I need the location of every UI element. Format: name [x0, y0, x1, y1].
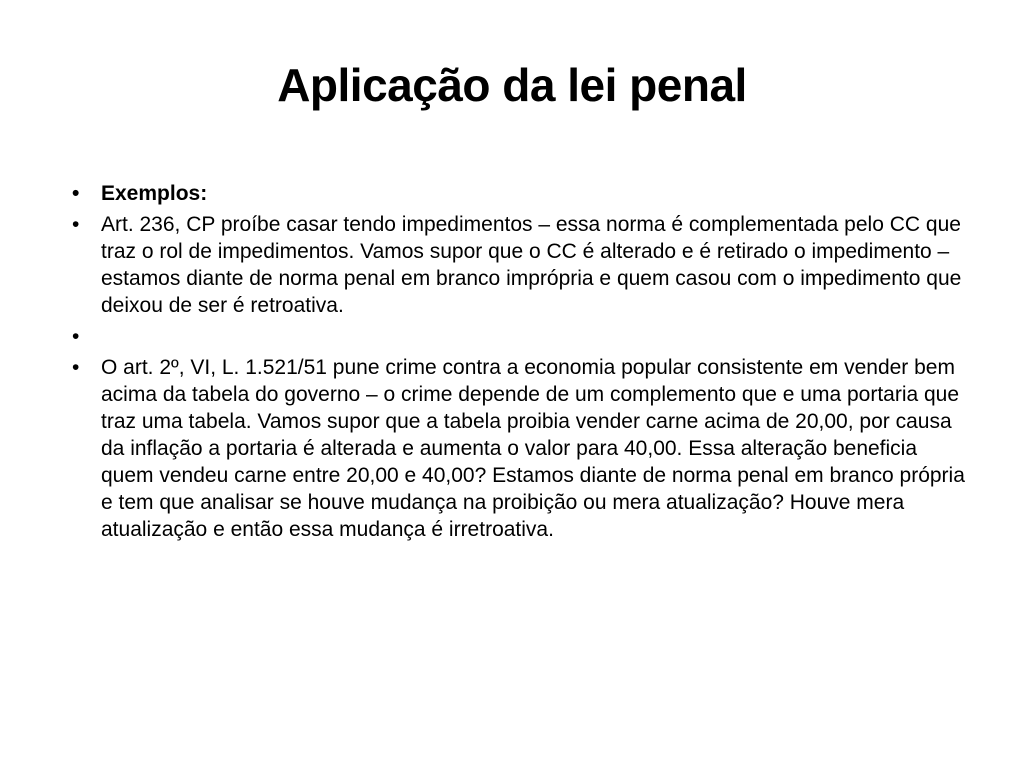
slide-title: Aplicação da lei penal — [277, 59, 747, 111]
bullet-marker: • — [72, 213, 80, 236]
bullet-list — [72, 180, 972, 547]
bullet-item-empty — [72, 323, 972, 350]
bullet-text: Art. 236, CP proíbe casar tendo impedimentos – essa norma é complementada pelo CC que traz o rol de impedimentos. Vamos supor que o CC é alterado e é retirado o impedimento – estamos diante de norma penal em branco imprópria e quem casou com o impedimento que deixou de ser é retroativa. — [101, 213, 962, 317]
bullet-marker: • — [72, 325, 80, 348]
bullet-text: Exemplos: — [101, 182, 208, 205]
bullet-marker: • — [72, 182, 80, 205]
bullet-item-art-2-lei-1521 — [72, 354, 972, 543]
bullet-marker: • — [72, 356, 80, 379]
bullet-item-art-236 — [72, 211, 972, 319]
bullet-text: O art. 2º, VI, L. 1.521/51 pune crime contra a economia popular consistente em vender bem acima da tabela do governo – o crime depende de um complemento que e uma portaria que traz uma tabela. Vamos supor que a tabela proibia vender carne acima de 20,00, por causa da inflação a portaria é alterada e aumenta o valor para 40,00. Essa alteração beneficia quem vendeu carne entre 20,00 e 40,00? Estamos diante de norma penal em branco própria e tem que analisar se houve mudança na proibição ou mera atualização? Houve mera atualização e então essa mudança é irretroativa. — [101, 356, 965, 541]
bullet-item-examples-heading — [72, 180, 972, 207]
